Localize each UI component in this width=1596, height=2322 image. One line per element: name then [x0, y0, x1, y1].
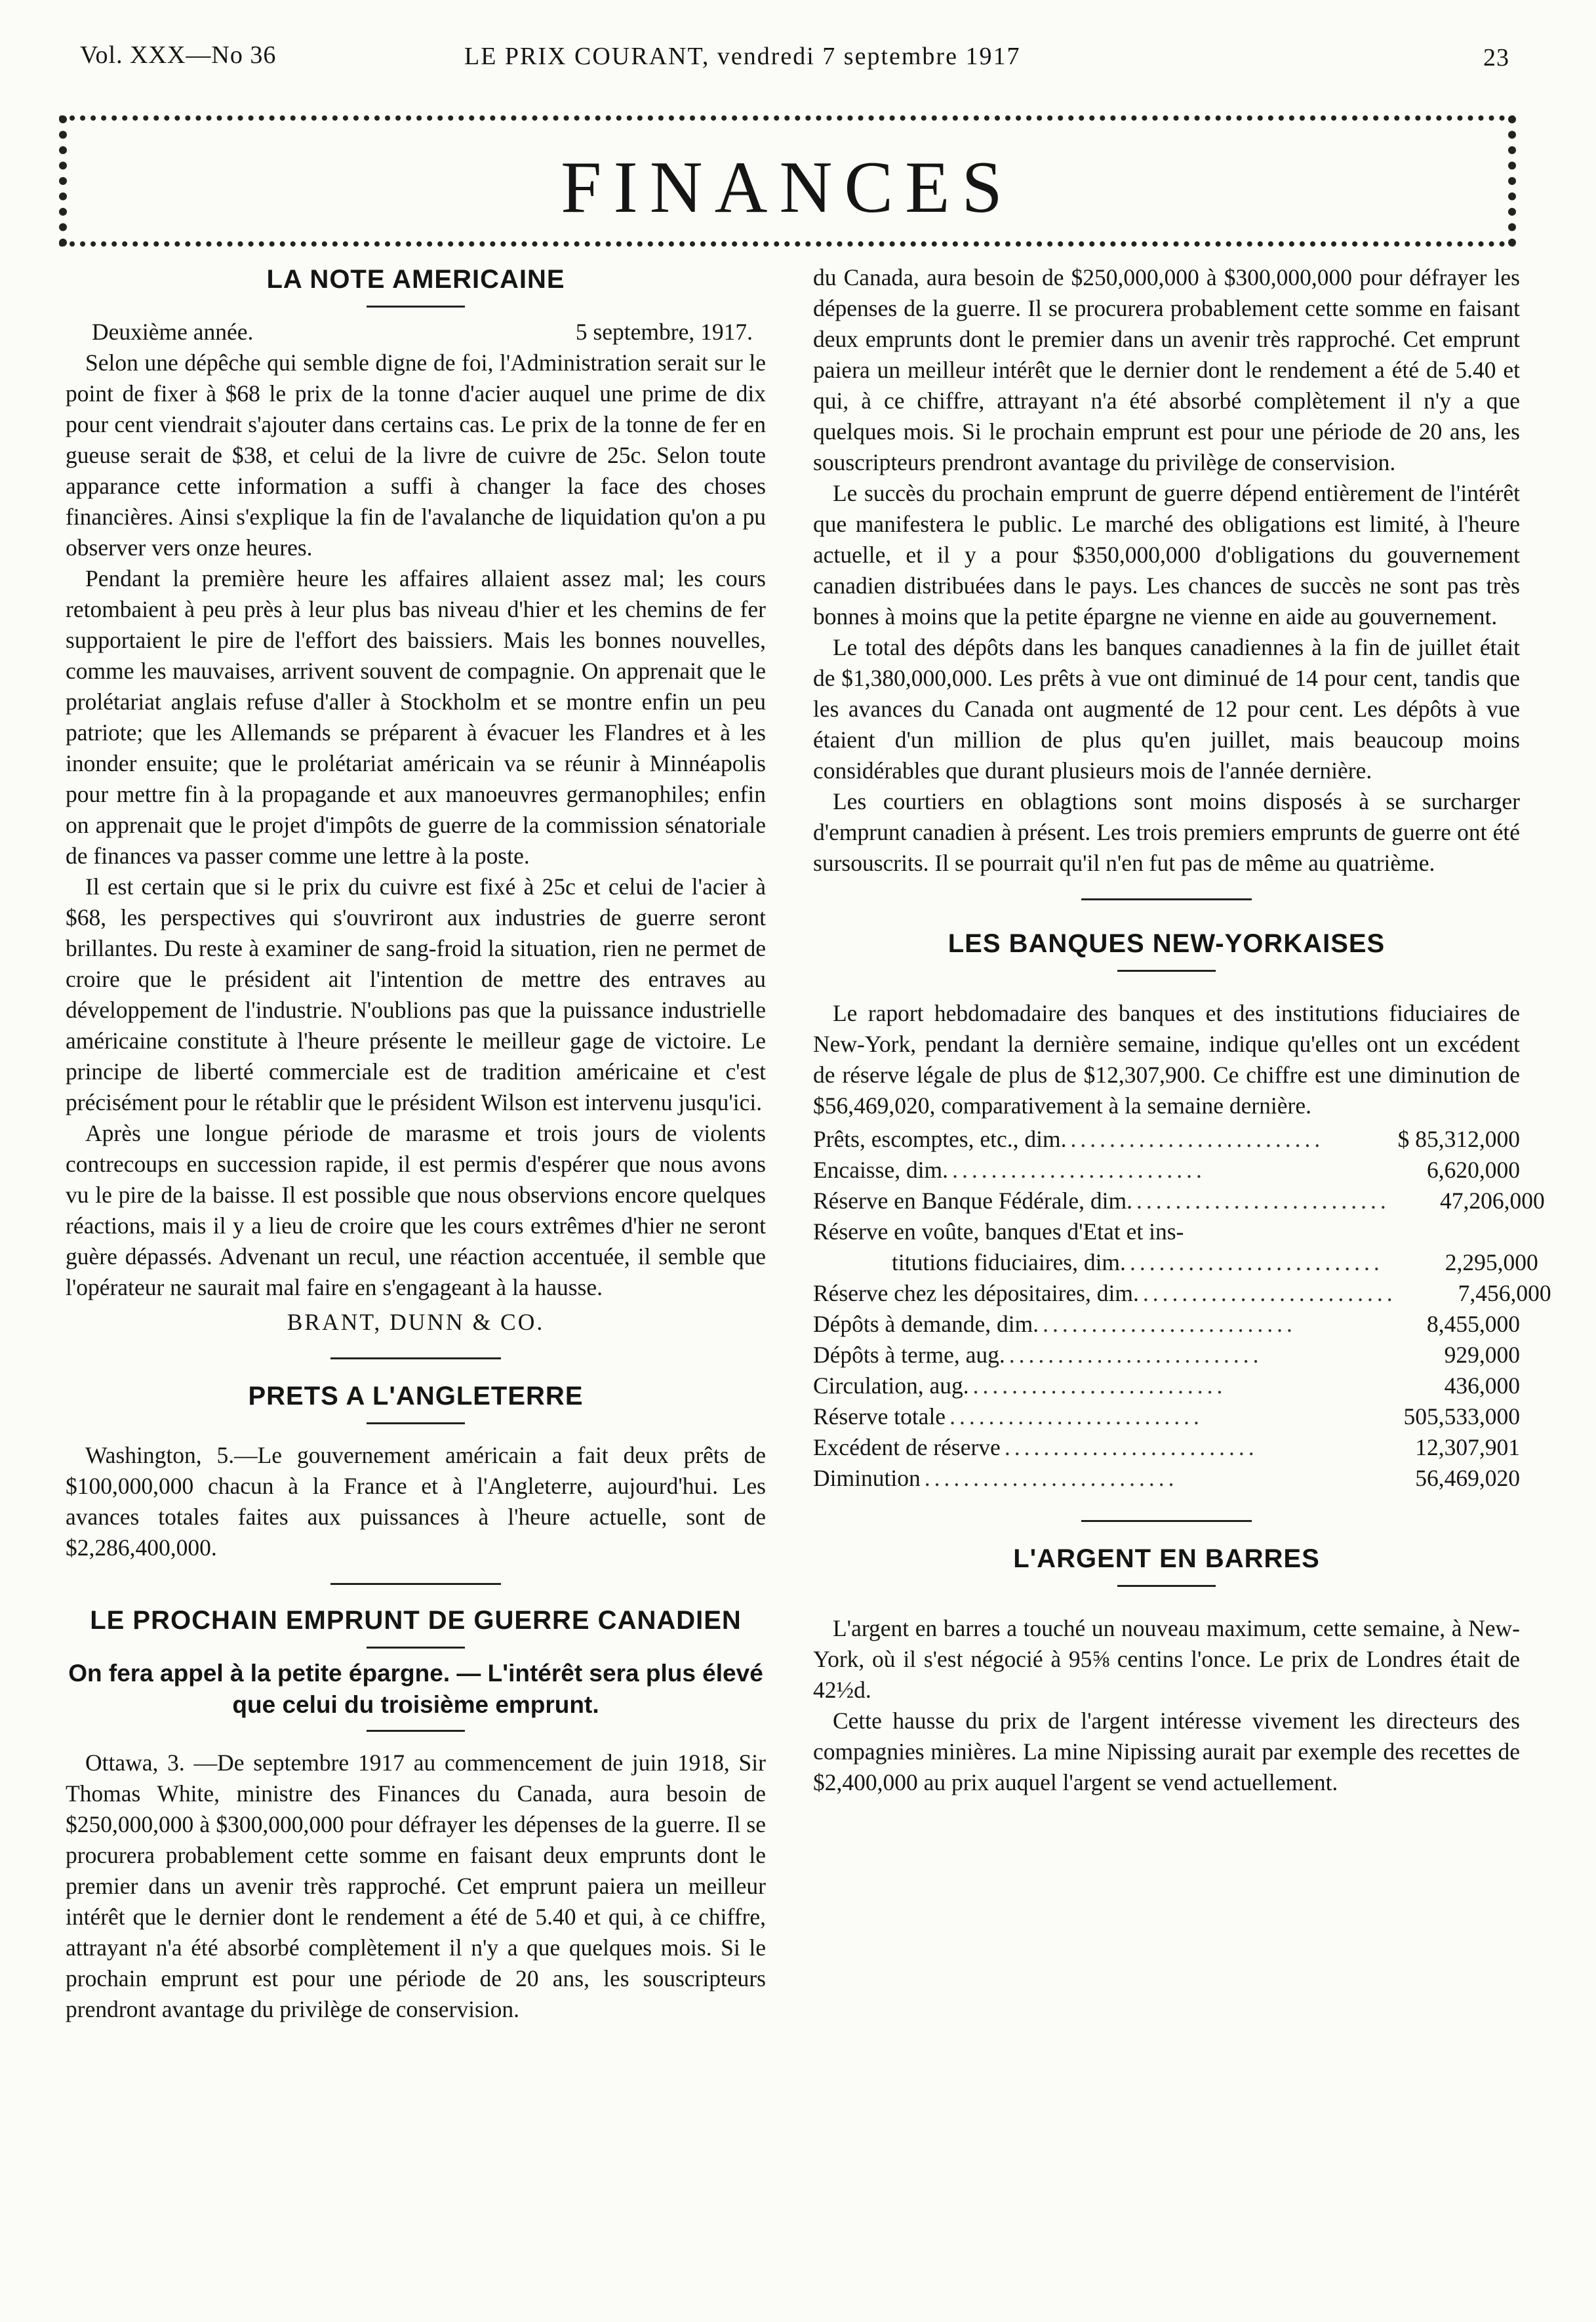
paragraph: Pendant la première heure les affaires allaient assez mal; les cours retombaient à peu près à leur plus bas niveau d'hier et les chemins de fer supportaient le pire de l'effort des baissiers. Mais les bonnes nouvelles, comme les mauvaises, arrivent souvent de compagnie. On apprenait que le prolétariat anglais refuse d'aller à Stockholm et se montre enfin un peu patriote; que les Allemands se préparent à évacuer les Flandres et à les inonder ensuite; que le prolétariat américain va se réunir à Minnéapolis pour mettre fin à la propagande et aux manoeuvres germanophiles; enfin on apprenait que le projet d'impôts de guerre de la commission sénatoriale de finances va passer comme une lettre à la poste.	[66, 565, 766, 869]
paragraph: L'argent en barres a touché un nouveau maximum, cette semaine, à New-York, où il s'est négocié à 95⅝ centins l'once. Le prix de Londres était de 42½d.	[813, 1615, 1520, 1703]
signature: BRANT, DUNN & CO.	[287, 1309, 545, 1335]
paragraph: Ottawa, 3. —De septembre 1917 au commencement de juin 1918, Sir Thomas White, ministre des Finances du Canada, aura besoin de $250,000,000 à $300,000,000 pour défrayer les dépenses de la guerre. Il se procurera probablement cette somme en faisant deux emprunts dont le premier dans un avenir très rapproché. Cet emprunt paiera un meilleur intérêt que le dernier dont le rendement a été de 5.40 et qui, à ce chiffre, attrayant n'a été absorbé complètement il n'y a que quelques mois. Si le prochain emprunt est pour une période de 20 ans, les souscripteurs prendront avantage du privilège de conservision.	[66, 1750, 766, 2022]
divider	[1081, 1520, 1252, 1522]
left-column	[66, 262, 766, 2022]
divider	[367, 1647, 465, 1649]
table-row: titutions fiduciaires, dim. .......................... 2,295,000	[892, 1249, 1538, 1275]
table-row: Excédent de réserve .......................... 12,307,901	[813, 1434, 1520, 1460]
paragraph: Les courtiers en oblagtions sont moins disposés à se surcharger d'emprunt canadien à présent. Les trois premiers emprunts de guerre ont été sursouscrits. Il se pourrait qu'il n'en fut pas de même au quatrième.	[813, 788, 1520, 876]
table-row: Réserve en voûte, banques d'Etat et ins-	[813, 1218, 1184, 1245]
publication-line: LE PRIX COURANT, vendredi 7 septembre 1917	[464, 43, 1021, 70]
paragraph: Le succès du prochain emprunt de guerre dépend entièrement de l'intérêt que manifestera le public. Le marché des obligations est limité, à l'heure actuelle, et il y a pour $350,000,000 d'obligations du gouvernement canadien distribuées dans le pays. Les chances de succès ne sont pas très bonnes à moins que la petite épargne ne vienne en aide au gouvernement.	[813, 480, 1520, 630]
right-column	[813, 262, 1551, 1798]
section-banner	[59, 115, 1516, 247]
article-subtitle: On fera appel à la petite épargne. — L'intérêt sera plus élevé que celui du troisième emprunt.	[68, 1660, 763, 1718]
article-title-emprunt: LE PROCHAIN EMPRUNT DE GUERRE CANADIEN	[90, 1606, 742, 1635]
bank-statement-table	[813, 1124, 1551, 1494]
table-row: Encaisse, dim. .......................... 6,620,000	[813, 1157, 1520, 1183]
table-row: Diminution .......................... 56,469,020	[813, 1465, 1520, 1491]
divider	[367, 306, 465, 308]
table-row: Dépôts à terme, aug. .......................... 929,000	[813, 1342, 1520, 1368]
divider	[330, 1357, 501, 1359]
article-title-prets-angleterre: PRETS A L'ANGLETERRE	[248, 1382, 584, 1411]
paragraph: Il est certain que si le prix du cuivre est fixé à 25c et celui de l'acier à $68, les perspectives qui s'ouvriront aux industries de guerre seront brillantes. Du reste à examiner de sang-froid la situation, rien ne permet de croire que le président ait l'intention de mettre des entraves au développement de l'industrie. N'oublions pas que la puissance industrielle américaine constitute à l'heure présente le meilleur gage de victoire. Le principe de liberté commerciale est de tradition américaine et c'est précisément pour le rétablir que le président Wilson est intervenu jusqu'ici.	[66, 873, 766, 1115]
divider	[367, 1422, 465, 1424]
section-title: FINANCES	[561, 147, 1014, 228]
divider	[1117, 970, 1216, 972]
paragraph: Le raport hebdomadaire des banques et des institutions fiduciaires de New-York, pendant la dernière semaine, indique qu'elles ont un excédent de réserve légale de plus de $12,307,900. Ce chiffre est une diminution de $56,469,020, comparativement à la semaine dernière.	[813, 1000, 1520, 1119]
page-number: 23	[1483, 44, 1509, 71]
dateline	[66, 317, 766, 348]
table-row: Prêts, escomptes, etc., dim. .......................... $ 85,312,000	[813, 1126, 1520, 1152]
divider	[330, 1583, 501, 1585]
table-row: Réserve chez les dépositaires, dim. .......................... 7,456,000	[813, 1280, 1551, 1306]
volume-number: Vol. XXX—No 36	[80, 41, 277, 69]
paragraph: Selon une dépêche qui semble digne de foi, l'Administration serait sur le point de fixer à $68 le prix de la tonne d'acier auquel une prime de dix pour cent viendrait s'ajouter dans certains cas. Le prix de la tonne de fer en gueuse serait de $38, et celui de la livre de cuivre de 25c. Selon toute apparance cette information a suffi à changer la face des choses financières. Ainsi s'explique la fin de l'avalanche de liquidation qu'on a pu observer vers onze heures.	[66, 350, 766, 561]
paragraph: Cette hausse du prix de l'argent intéresse vivement les directeurs des compagnies minières. La mine Nipissing aurait par exemple des recettes de $2,400,000 au prix auquel l'argent se vend actuellement.	[813, 1708, 1520, 1795]
table-row: Dépôts à demande, dim. .......................... 8,455,000	[813, 1311, 1520, 1337]
article-title-argent: L'ARGENT EN BARRES	[1013, 1544, 1320, 1573]
paragraph: Le total des dépôts dans les banques canadiennes à la fin de juillet était de $1,380,000,000. Les prêts à vue ont diminué de 14 pour cent, tandis que les avances du Canada ont augmenté de 12 pour cent. Les dépôts à vue étaient d'un million de plus qu'en juillet, mais beaucoup moins considérables que durant plusieurs mois de l'année dernière.	[813, 634, 1520, 784]
article-title-note-americaine: LA NOTE AMERICAINE	[266, 265, 565, 294]
paragraph-continued: du Canada, aura besoin de $250,000,000 à $300,000,000 pour défrayer les dépenses de la guerre. Il se procurera probablement cette somme en faisant deux emprunts dont le premier dans un avenir très rapproché. Cet emprunt paiera un meilleur intérêt que le dernier dont le rendement a été de 5.40 et qui, à ce chiffre, attrayant n'a été absorbé complètement il n'y a que quelques mois. Si le prochain emprunt est pour une période de 20 ans, les souscripteurs prendront avantage du privilège de conservision.	[813, 264, 1520, 475]
table-row: Réserve en Banque Fédérale, dim. .......................... 47,206,000	[813, 1188, 1545, 1214]
paragraph: Après une longue période de marasme et trois jours de violents contrecoups en succession rapide, il est permis d'espérer que nous avons vu le pire de la baisse. Il est possible que nous observions encore quelques réactions, mais il y a lieu de croire que les cours extrêmes d'hier ne seront guère dépassés. Advenant un recul, une réaction accentuée, il semble que l'opérateur ne saurait mal faire en s'engageant à la hausse.	[66, 1120, 766, 1300]
divider	[1117, 1585, 1216, 1587]
dateline-left: Deuxième année.	[92, 319, 254, 345]
page-header	[77, 41, 1519, 87]
article-title-banques: LES BANQUES NEW-YORKAISES	[948, 929, 1386, 958]
table-row: Circulation, aug. .......................... 436,000	[813, 1372, 1520, 1399]
divider	[367, 1730, 465, 1732]
divider	[1081, 898, 1252, 900]
paragraph: Washington, 5.—Le gouvernement américain a fait deux prêts de $100,000,000 chacun à la France et à l'Angleterre, aujourd'hui. Les avances totales faites aux puissances à l'heure actuelle, sont de $2,286,400,000.	[66, 1442, 766, 1561]
table-row: Réserve totale .......................... 505,533,000	[813, 1403, 1520, 1430]
dateline-right: 5 septembre, 1917.	[575, 319, 753, 345]
